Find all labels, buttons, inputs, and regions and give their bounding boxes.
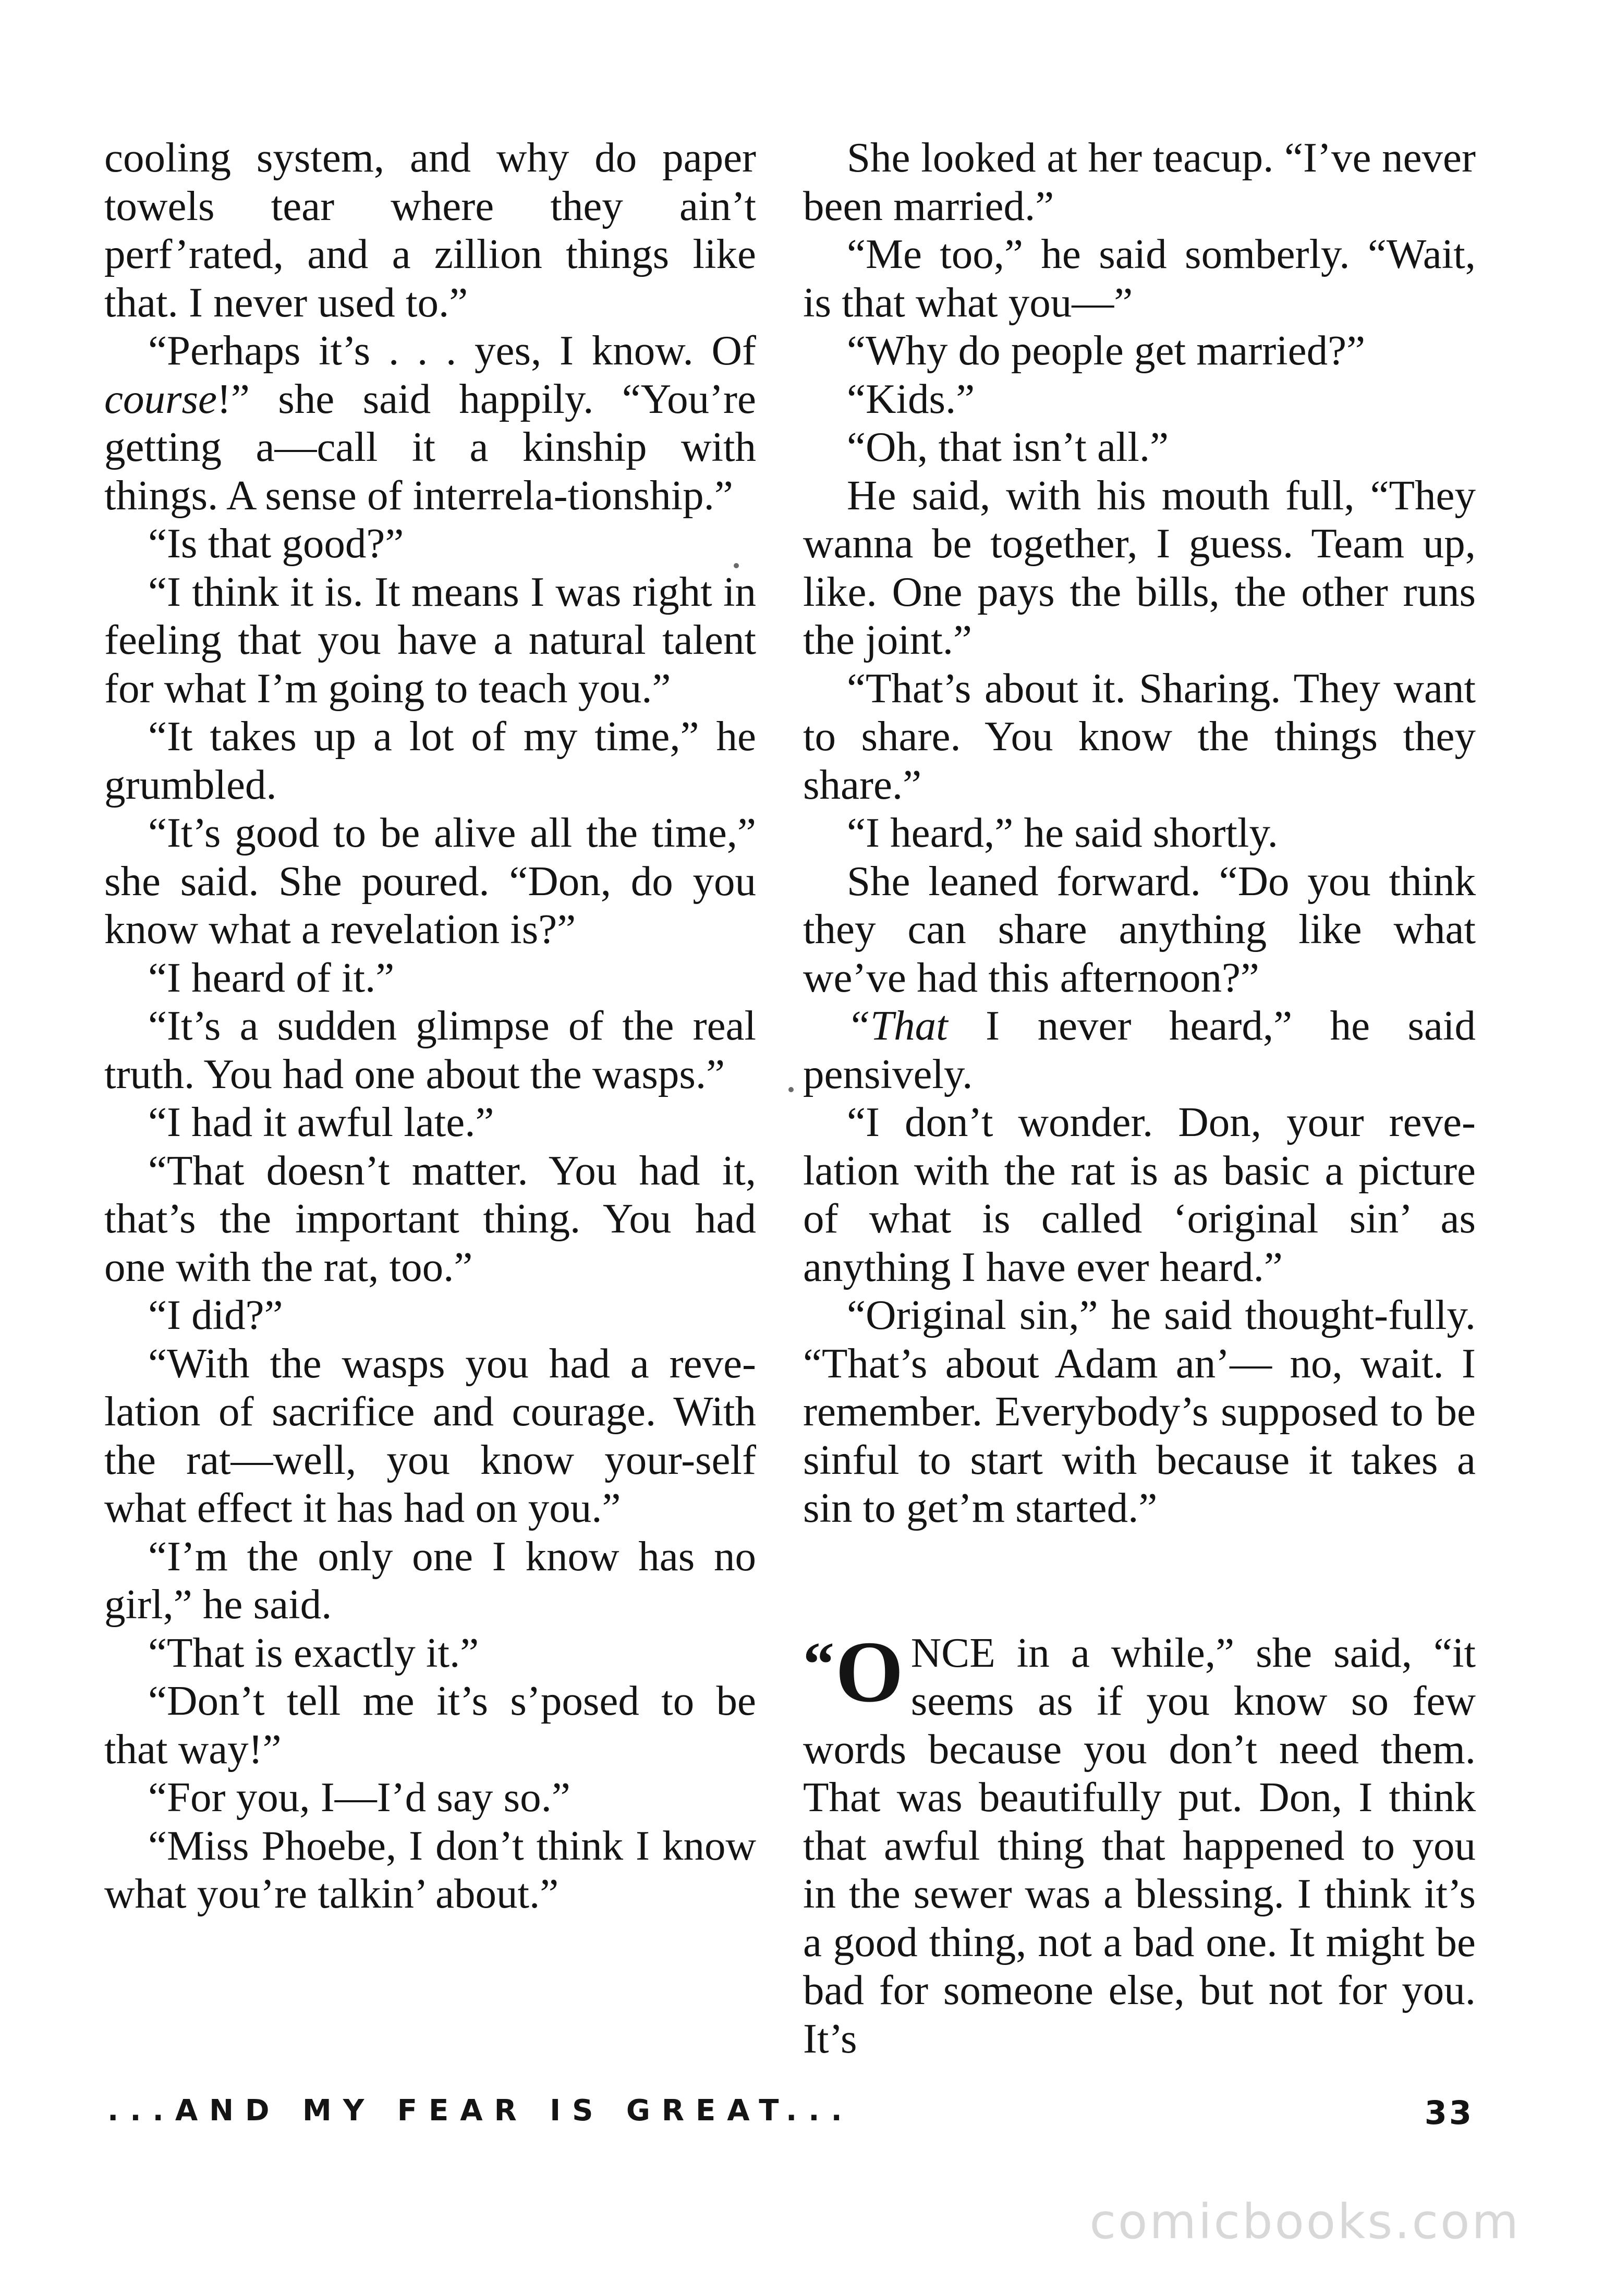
paragraph: “With the wasps you had a reve-lation of sacrifice and courage. With the rat—well, you know your-self what effect it has had on you.” [104,1339,756,1531]
page-number: 33 [1424,2094,1474,2132]
section-break [803,1532,1476,1629]
paragraph: “It takes up a lot of my time,” he grumbled. [104,713,756,808]
paragraph: He said, with his mouth full, “They wanna be together, I guess. Team up, like. One pays the bills, the other runs the joint.” [803,471,1476,663]
paragraph: “I heard,” he said shortly. [847,809,1278,856]
emphasis-text: “That [847,1002,948,1049]
paragraph: “It’s good to be alive all the time,” she said. She poured. “Don, do you know what a revelation is?” [104,809,756,952]
drop-cap [803,1623,904,1720]
emphasis-text: course [104,375,217,422]
print-speck [734,563,739,568]
paragraph: “Original sin,” he said thought-fully. “That’s about Adam an’— no, wait. I remember. Everybody’s supposed to be sinful to start with because it takes a sin to get’m started.” [803,1291,1476,1531]
paragraph [104,326,756,519]
paragraph: “Is that good?” [148,520,404,567]
paragraph-text: NCE in a while,” she said, “it seems as if you know so few words because you don’t need them. That was beautifully put. Don, I think that awful thing that happened to you in the sewer was a blessing. I think it’s a good thing, not a bad one. It might be bad for someone else, but not for you. It’s [803,1629,1476,2062]
paragraph-text: I never heard,” he said pensively. [803,1002,1476,1097]
paragraph: “Kids.” [847,375,975,422]
paragraph: cooling system, and why do paper towels tear where they ain’t perf’rated, and a zillion things like that. I never used to.” [104,134,756,326]
page-footer [107,2094,1474,2141]
paragraph: “I don’t wonder. Don, your reve-lation with the rat is as basic a picture of what is called ‘original sin’ as anything I have ever heard.” [803,1098,1476,1290]
paragraph: “Don’t tell me it’s s’posed to be that way!” [104,1677,756,1773]
paragraph-text: !” she said happily. “You’re getting a—call it a kinship with things. A sense of interrela-tionship.” [104,375,756,519]
paragraph: “Miss Phoebe, I don’t think I know what you’re talkin’ about.” [104,1822,756,1917]
right-column [803,133,1476,2062]
paragraph: “I heard of it.” [148,954,395,1001]
paragraph: “I did?” [148,1291,283,1338]
paragraph: “Why do people get married?” [847,327,1366,374]
paragraph: “That is exactly it.” [148,1629,479,1676]
drop-cap-letter: O [835,1623,904,1720]
running-title: ...AND MY FEAR IS GREAT... [107,2094,854,2128]
paragraph: “That’s about it. Sharing. They want to share. You know the things they share.” [803,664,1476,808]
paragraph: “It’s a sudden glimpse of the real truth. You had one about the wasps.” [104,1002,756,1097]
print-speck [788,1087,794,1092]
paragraph: “I think it is. It means I was right in feeling that you have a natural talent for what I’m going to teach you.” [104,568,756,712]
paragraph: “That doesn’t matter. You had it, that’s the important thing. You had one with the rat, too.” [104,1146,756,1290]
paragraph: “I had it awful late.” [148,1098,494,1145]
watermark: comicbooks.com [1089,2194,1521,2250]
left-column [104,133,756,1918]
drop-cap-quote: “ [803,1629,834,1699]
paragraph: “Me too,” he said somberly. “Wait, is that what you—” [803,230,1476,326]
paragraph-text: “Perhaps it’s . . . yes, I know. Of [148,327,756,374]
paragraph [803,1002,1476,1098]
paragraph: She looked at her teacup. “I’ve never been married.” [803,134,1476,229]
paragraph: “Oh, that isn’t all.” [847,423,1169,470]
dropcap-paragraph [803,1623,1476,2063]
paragraph: “For you, I—I’d say so.” [148,1774,570,1821]
paragraph: She leaned forward. “Do you think they can share anything like what we’ve had this afternoon?” [803,857,1476,1001]
paragraph: “I’m the only one I know has no girl,” he said. [104,1532,756,1628]
